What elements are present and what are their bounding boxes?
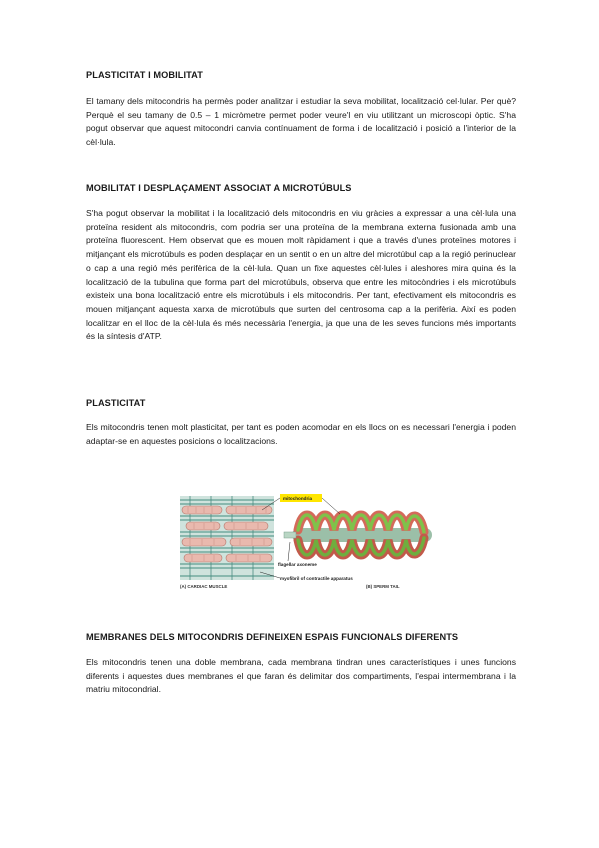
label-flagellar-axoneme: flagellar axoneme	[278, 562, 317, 567]
section-heading-plasticitat: PLASTICITAT	[86, 398, 146, 408]
mitochondria-figure	[180, 488, 435, 601]
cardiac-muscle-panel	[180, 496, 274, 580]
mitochondria-illustration	[180, 488, 435, 601]
section-heading-mobilitat-microtubuls: MOBILITAT I DESPLAÇAMENT ASSOCIAT A MICROTÚBULS	[86, 183, 352, 193]
section-heading-plasticitat-mobilitat: PLASTICITAT I MOBILITAT	[86, 70, 203, 80]
section-paragraph-plasticitat: Els mitocondris tenen molt plasticitat, per tant es poden acomodar en els llocs on es necessari l'energia i poden adaptar-se en aquestes posicions o localitzacions.	[86, 422, 516, 446]
label-myofibril: myofibril of contractile apparatus	[280, 576, 353, 581]
section-paragraph-plasticitat-mobilitat: El tamany dels mitocondris ha permès poder analitzar i estudiar la seva mobilitat, localització cel·lular. Per què? Perquè el seu tamany de 0.5 – 1 micròmetre permet poder veure'l en viu utilitzant un microscopi òptic. S'ha pogut observar que aquest mitocondri canvia contínuament de forma i de localització i posició a l'interior de la cèl·lula.	[86, 96, 516, 148]
label-mitochondria: mitochondria	[283, 496, 313, 501]
section-heading-membranes: MEMBRANES DELS MITOCONDRIS DEFINEIXEN ESPAIS FUNCIONALS DIFERENTS	[86, 632, 459, 642]
section-paragraph-mobilitat-microtubuls: S'ha pogut observar la mobilitat i la localització dels mitocondris en viu gràcies a expressar a una cèl·lula una proteïna resident als mitocondris, com podria ser una proteïna de la membrana externa fusionada amb una proteïna fluorescent. Hem observat que es mouen molt ràpidament i que a través d'unes proteïnes motores i mitjançant els microtúbuls es poden desplaçar en un sentit o en un altre del microtúbul cap a la regió perinuclear o cap a una regió més perifèrica de la cèl·lula. Quan un fixe aquestes cèl·lules i aleshores mira quina és la localització de la tubulina que forma part del microtúbuls, observa que entre les mitocòndries i els microtúbuls existeix una bona localització entre els microtúbuls i els mitocondris. Per tant, efectivament els mitocondris es mouen mitjançant aquesta xarxa de microtúbuls que surten del centrosoma cap a la perifèria. Així es poden localitzar en el lloc de la cèl·lula és més necessària l'energia, ja que una de les seves funcions més importants és la síntesis d'ATP.	[86, 208, 516, 342]
caption-cardiac-muscle: (A) CARDIAC MUSCLE	[180, 584, 228, 589]
caption-sperm-tail: (B) SPERM TAIL	[366, 584, 400, 589]
section-paragraph-membranes: Els mitocondris tenen una doble membrana, cada membrana tindran unes característiques i unes funcions diferents i aquestes dues membranes el que faran és delimitar dos compartiments, l'espai intermembrana i la matriu mitocondrial.	[86, 657, 516, 695]
sperm-tail-panel	[284, 515, 432, 555]
